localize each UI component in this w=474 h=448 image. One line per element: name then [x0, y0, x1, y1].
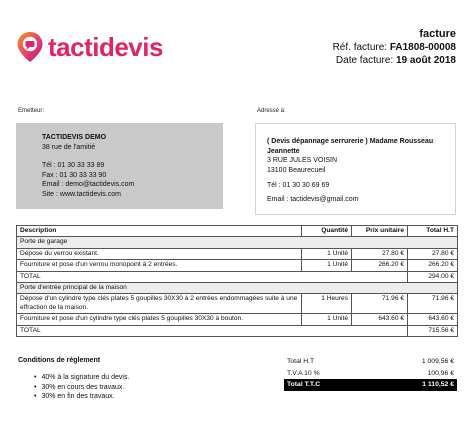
recipient-name: ( Devis dépannage serrurerie ) Madame Rousseau Jeannette	[267, 138, 434, 155]
table-row	[17, 314, 458, 325]
brand-name: tactidevis	[48, 31, 163, 62]
map-pin-chat-icon	[16, 31, 44, 63]
tva-label: T.V.A 10 %	[287, 369, 320, 377]
col-header-qty: Quantité	[302, 226, 352, 237]
list-item: • 40% à la signature du devis.	[34, 373, 129, 383]
item-qty: 1 Unité	[302, 248, 352, 259]
table-row	[17, 260, 458, 271]
item-description: Dépose du verrou existant.	[17, 248, 302, 259]
total-ttc-row	[284, 379, 457, 391]
item-total: 643.60 €	[408, 314, 458, 325]
col-header-unit-price: Prix unitaire	[352, 226, 408, 237]
invoice-date-label: Date facture:	[335, 55, 394, 66]
payment-conditions-title: Conditions de règlement	[18, 357, 101, 364]
section-title: Porte d'entrée principal de la maison	[17, 283, 458, 294]
section-total-label: TOTAL	[17, 271, 408, 282]
emitter-label: Emetteur:	[18, 108, 45, 114]
recipient-street: 3 RUE JULES VOISIN	[267, 157, 338, 164]
item-qty: 1 Heures	[302, 294, 352, 314]
section-total-value: 715.56 €	[408, 325, 458, 336]
emitter-box	[16, 123, 223, 209]
list-item: • 30% en fin des travaux.	[34, 392, 129, 402]
item-total: 266.20 €	[408, 260, 458, 271]
table-header-row	[17, 226, 458, 237]
section-title: Porte de garage	[17, 237, 458, 248]
emitter-address: 38 rue de l'amitié	[42, 143, 96, 151]
emitter-name: TACTIDEVIS DEMO	[42, 134, 107, 141]
table-row	[17, 248, 458, 259]
total-ht-row	[284, 356, 457, 368]
payment-conditions-list	[34, 373, 129, 402]
emitter-tel: Tél : 01 30 33 33 89	[42, 162, 105, 169]
emitter-site: Site : www.tactidevis.com	[42, 190, 121, 198]
recipient-label: Adressé à:	[257, 108, 286, 114]
invoice-header	[333, 28, 456, 66]
section-row	[17, 283, 458, 294]
invoice-ref-label: Réf. facture:	[332, 42, 388, 53]
item-total: 71.96 €	[408, 294, 458, 314]
section-total-row	[17, 325, 458, 336]
item-unit-price: 643.60 €	[352, 314, 408, 325]
item-qty: 1 Unité	[302, 314, 352, 325]
item-description: Dépose d'un cylindre type clés plates 5 goupilles 30X30 à 2 entrées endommagées suite à une effraction de la maison.	[17, 294, 302, 314]
recipient-city: 13100 Beaurecueil	[267, 166, 326, 174]
item-description: Fourniture et pose d'un verrou monopoint à 2 entrées.	[17, 260, 302, 271]
item-unit-price: 71.96 €	[352, 294, 408, 314]
invoice-date	[333, 55, 456, 66]
brand-logo	[16, 30, 163, 64]
tva-row	[284, 368, 457, 380]
section-row	[17, 237, 458, 248]
total-ttc-value: 1 110,52 €	[372, 379, 457, 391]
total-ttc-label: Total T.T.C	[284, 379, 372, 391]
item-unit-price: 266.20 €	[352, 260, 408, 271]
invoice-date-value: 19 août 2018	[395, 55, 456, 66]
emitter-email: Email : demo@tactidevis.com	[42, 181, 135, 188]
invoice-ref	[333, 42, 456, 53]
item-qty: 1 Unité	[302, 260, 352, 271]
col-header-description: Description	[17, 226, 302, 237]
invoice-totals	[284, 356, 457, 391]
tva-value: 100,96 €	[427, 369, 454, 377]
invoice-items-table	[16, 225, 458, 337]
recipient-tel: Tél : 01 30 30 69 69	[267, 182, 330, 189]
table-row	[17, 294, 458, 314]
section-total-value: 294.00 €	[408, 271, 458, 282]
item-description: Fourniture et pose d'un cylindre type clés plates 5 goupilles 30X30 à bouton.	[17, 314, 302, 325]
recipient-box	[255, 123, 456, 215]
section-total-label: TOTAL	[17, 325, 408, 336]
invoice-ref-value: FA1808-00008	[389, 42, 456, 53]
document-type: facture	[419, 28, 456, 40]
emitter-fax: Fax : 01 30 33 33 90	[42, 171, 107, 179]
recipient-email: Email : tactidevis@gmail.com	[267, 195, 359, 203]
total-ht-label: Total H.T	[287, 358, 315, 365]
section-total-row	[17, 271, 458, 282]
total-ht-value: 1 009,56 €	[421, 358, 454, 365]
item-unit-price: 27.80 €	[352, 248, 408, 259]
col-header-total: Total H.T	[408, 226, 458, 237]
item-total: 27.80 €	[408, 248, 458, 259]
list-item: • 30% en cours des travaux.	[34, 383, 129, 393]
